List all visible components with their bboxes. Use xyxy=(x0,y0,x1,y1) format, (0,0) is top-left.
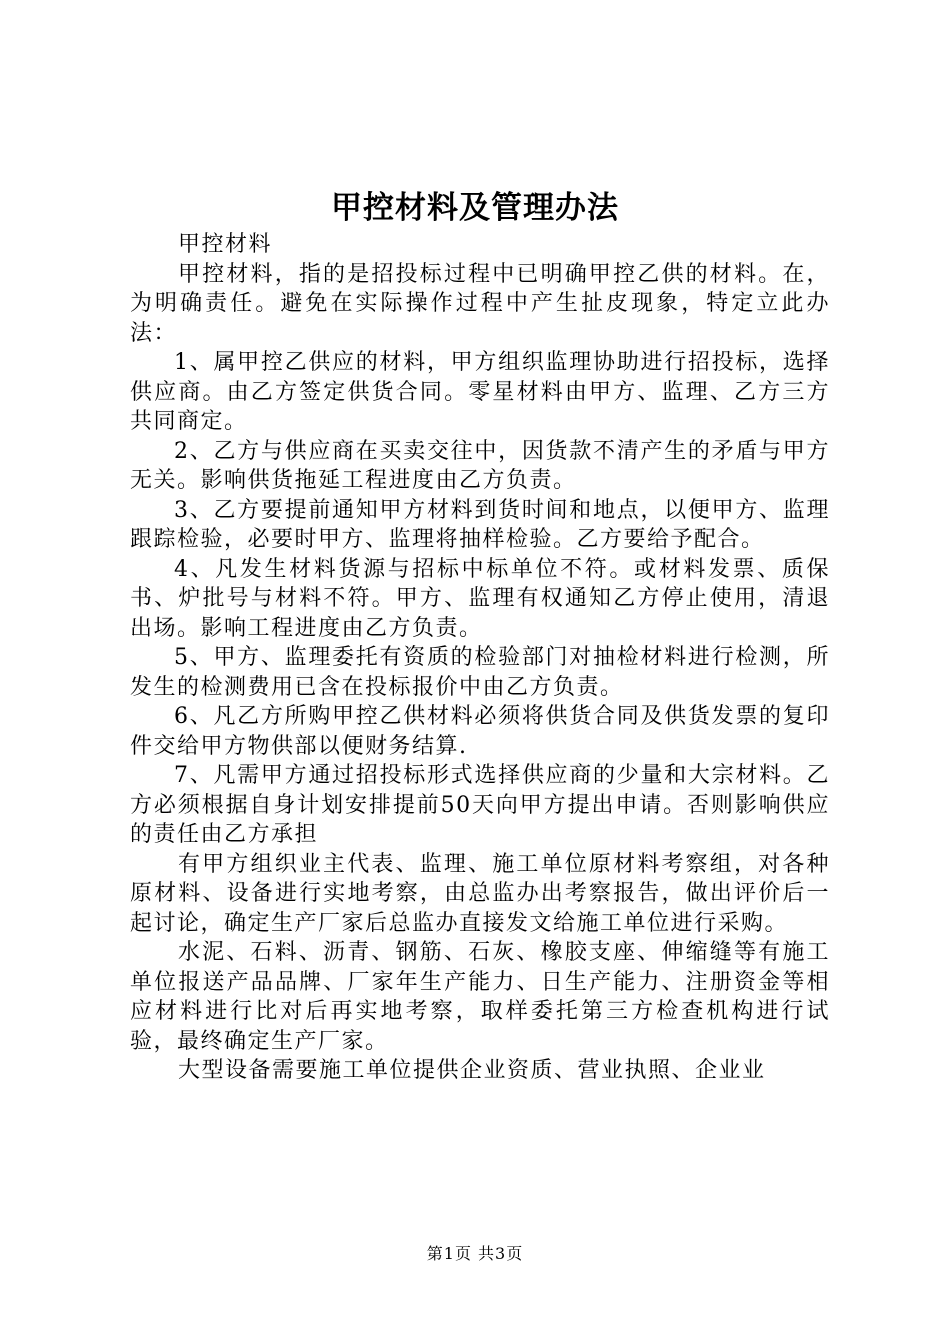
paragraph-inspection: 有甲方组织业主代表、监理、施工单位原材料考察组，对各种原材料、设备进行实地考察，由总监办出考察报告，做出评价后一起讨论，确定生产厂家后总监办直接发文给施工单位进行采购。 xyxy=(130,851,830,936)
paragraph-item-5: 5、甲方、监理委托有资质的检验部门对抽检材料进行检测，所发生的检测费用已含在投标报价中由乙方负责。 xyxy=(130,645,830,700)
paragraph-item-2: 2、乙方与供应商在买卖交往中，因货款不清产生的矛盾与甲方无关。影响供货拖延工程进度由乙方负责。 xyxy=(130,438,830,493)
paragraph-item-6: 6、凡乙方所购甲控乙供材料必须将供货合同及供货发票的复印件交给甲方物供部以便财务结算. xyxy=(130,704,830,759)
paragraph-item-3: 3、乙方要提前通知甲方材料到货时间和地点，以便甲方、监理跟踪检验，必要时甲方、监理将抽样检验。乙方要给予配合。 xyxy=(130,497,830,552)
paragraph-heading: 甲控材料 xyxy=(178,232,273,257)
paragraph-item-7: 7、凡需甲方通过招投标形式选择供应商的少量和大宗材料。乙方必须根据自身计划安排提前50天向甲方提出申请。否则影响供应的责任由乙方承担 xyxy=(130,763,830,847)
document-body xyxy=(130,230,830,1086)
paragraph-materials: 水泥、石料、沥青、钢筋、石灰、橡胶支座、伸缩缝等有施工单位报送产品品牌、厂家年生产能力、日生产能力、注册资金等相应材料进行比对后再实地考察，取样委托第三方检查机构进行试验，最终确定生产厂家。 xyxy=(130,940,830,1054)
page-number: 第1页 共3页 xyxy=(426,1244,524,1263)
document-title: 甲控材料及管理办法 xyxy=(331,190,619,226)
paragraph-item-1: 1、属甲控乙供应的材料，甲方组织监理协助进行招投标，选择供应商。由乙方签定供货合同。零星材料由甲方、监理、乙方三方共同商定。 xyxy=(130,350,830,434)
paragraph-item-4: 4、凡发生材料货源与招标中标单位不符。或材料发票、质保书、炉批号与材料不符。甲方、监理有权通知乙方停止使用，清退出场。影响工程进度由乙方负责。 xyxy=(130,556,830,641)
paragraph-equipment: 大型设备需要施工单位提供企业资质、营业执照、企业业 xyxy=(178,1058,766,1083)
paragraph-intro: 甲控材料，指的是招投标过程中已明确甲控乙供的材料。在，为明确责任。避免在实际操作过程中产生扯皮现象，特定立此办法： xyxy=(130,261,830,346)
